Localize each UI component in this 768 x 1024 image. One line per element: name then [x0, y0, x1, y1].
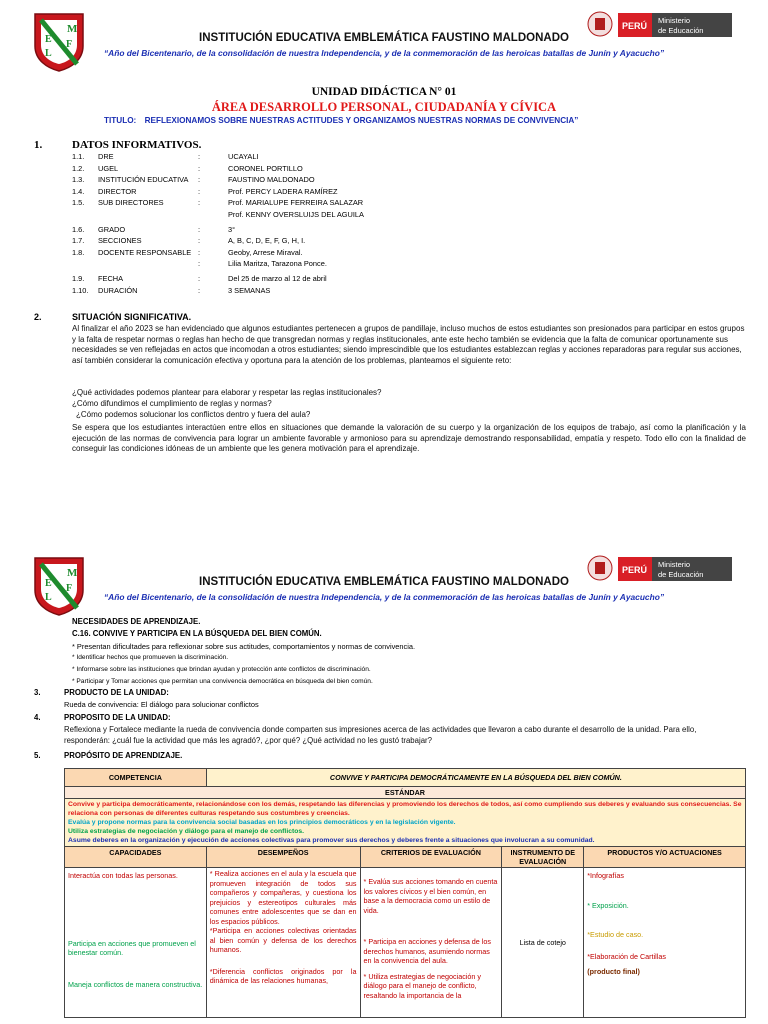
producto-item: *Elaboración de Cartillas — [587, 951, 666, 961]
section-3-title: PRODUCTO DE LA UNIDAD: — [64, 688, 169, 697]
desempeno-item: *Diferencia conflictos originados por la dinámica de las relaciones humanas, — [209, 966, 357, 985]
challenge-question-2: ¿Cómo difundimos el cumplimiento de reglas y normas? — [72, 399, 272, 408]
year-motto: “Año del Bicentenario, de la consolidación de nuestra Independencia, y de la conmemoración de las heroicas batallas de Junín y Ayacucho” — [103, 592, 665, 602]
capacidades-cell — [65, 868, 207, 1018]
crest-letter: L — [45, 48, 52, 59]
criterio-item: * Utiliza estrategias de negociación y diálogo para el manejo de conflicto, resaltando la importancia de la — [363, 971, 481, 1000]
minedu-line1: Ministerio — [658, 560, 691, 569]
capacidad-item: Maneja conflictos de manera constructiva. — [68, 979, 203, 989]
page-header — [0, 0, 768, 70]
section-5-number: 5. — [34, 751, 41, 760]
minedu-peru-label: PERÚ — [622, 565, 648, 575]
crest-letter: F — [66, 583, 73, 594]
institution-title: INSTITUCIÓN EDUCATIVA EMBLEMÁTICA FAUSTINO MALDONADO — [199, 32, 569, 44]
producto-item: *Infografías — [587, 871, 624, 880]
product-text: Rueda de convivencia: El diálogo para solucionar conflictos — [64, 700, 259, 709]
section-5-title: PROPÓSITO DE APRENDIZAJE. — [64, 751, 183, 760]
criterio-item: * Participa en acciones y defensa de los derechos humanos, asumiendo normas en la convivencia del aula. — [363, 937, 491, 965]
page-header — [0, 540, 768, 610]
minedu-line2: de Educación — [658, 26, 704, 35]
crest-letter: E — [45, 578, 52, 589]
minedu-line2: de Educación — [658, 570, 704, 579]
situation-paragraph-2: Se espera que los estudiantes interactúen entre ellos en situaciones que demande la valoración de su cuerpo y la organización de los equipos de trabajo, así como la planificación y la ejecución de las normas de convivencia para lograr un ambiente favorable y armonioso para su aprendizaje demostrando responsabilidad, empatía y respeto. Todo ello con la finalidad de conseguir las condiciones idóneas de un ambiente que les genera motivación para el aprendizaje. — [72, 423, 746, 454]
crest-letter: E — [45, 34, 52, 45]
producto-item: (producto final) — [587, 967, 640, 976]
competencia-value: CONVIVE Y PARTICIPA DEMOCRÁTICAMENTE EN LA BÚSQUEDA DEL BIEN COMÚN. — [206, 769, 745, 787]
crest-letter: F — [66, 39, 73, 50]
section-4-title: PROPOSITO DE LA UNIDAD: — [64, 713, 171, 722]
section-4-number: 4. — [34, 713, 41, 722]
col-productos: PRODUCTOS Y/O ACTUACIONES — [584, 847, 746, 868]
minedu-line1: Ministerio — [658, 16, 691, 25]
competencia-label: COMPETENCIA — [65, 769, 207, 787]
desempenos-cell — [206, 868, 360, 1018]
col-criterios: CRITERIOS DE EVALUACIÓN — [360, 847, 502, 868]
needs-item: * Informarse sobre las instituciones que brindan ayudan y protección ante conflictos de discriminación. — [72, 666, 371, 673]
estandar-red: Convive y participa democráticamente, relacionándose con los demás, respetando las diferencias y promoviendo los derechos de todos, así como cumpliendo sus deberes y evaluando sus consecuencias. Se relaciona con personas de diferentes culturas respetando sus costumbres y creencias. — [68, 801, 742, 817]
challenge-question-1: ¿Qué actividades podemos plantear para elaborar y respetar las reglas institucionales? — [72, 388, 382, 397]
section-1-number: 1. — [34, 139, 43, 151]
needs-item: * Participar y Tomar acciones que permitan una convivencia democrática en búsqueda del bien común. — [72, 678, 373, 685]
producto-item: *Estudio de caso. — [587, 930, 644, 939]
criterio-item: * Evalúa sus acciones tomando en cuenta los valores cívicos y el bien común, en base a la democracia como un estilo de vida. — [363, 877, 498, 915]
producto-item: * Exposición. — [587, 900, 629, 910]
section-3-number: 3. — [34, 688, 41, 697]
section-1-title: DATOS INFORMATIVOS. — [72, 139, 202, 151]
criterios-cell — [360, 868, 502, 1018]
minedu-peru-label: PERÚ — [622, 21, 648, 31]
desempeno-item: * Realiza acciones en el aula y la escuela que promueven integración de todos sus compañeros y compañeras, y cuestiona los prejuicios y estereotipos culturales más comunes entre adolescentes que se dan en los espacios públicos. — [209, 869, 357, 926]
table-row — [65, 769, 746, 787]
needs-item: * Identificar hechos que promueven la discriminación. — [72, 654, 229, 661]
needs-item: * Presentan dificultades para reflexionar sobre sus actitudes, comportamientos y normas de convivencia. — [72, 642, 416, 651]
titulo-value: REFLEXIONAMOS SOBRE NUESTRAS ACTITUDES Y ORGANIZAMOS NUESTRAS NORMAS DE CONVIVENCIA” — [144, 116, 579, 125]
capacidad-item: Participa en acciones que promueven el bienestar común. — [68, 938, 196, 957]
table-row — [65, 799, 746, 847]
table-row — [65, 868, 746, 1018]
unit-title: UNIDAD DIDÁCTICA N° 01 — [311, 86, 457, 98]
estandar-blue: Asume deberes en la organización y ejecución de acciones colectivas para promover sus derechos y deberes frente a situaciones que involucran a su comunidad. — [68, 837, 595, 844]
section-2-number: 2. — [34, 312, 42, 322]
estandar-text — [65, 799, 746, 847]
crest-letter: M — [67, 567, 78, 579]
area-title: ÁREA DESARROLLO PERSONAL, CIUDADANÍA Y CÍVICA — [211, 100, 557, 114]
crest-letter: M — [67, 23, 78, 35]
col-capacidades: CAPACIDADES — [65, 847, 207, 868]
year-motto: “Año del Bicentenario, de la consolidación de nuestra Independencia, y de la conmemoración de las heroicas batallas de Junín y Ayacucho” — [103, 48, 665, 58]
institution-title: INSTITUCIÓN EDUCATIVA EMBLEMÁTICA FAUSTINO MALDONADO — [199, 576, 569, 588]
capacidad-item: Interactúa con todas las personas. — [68, 871, 178, 880]
page-1: M F E L PERÚ Ministerio de Educación INSTITUCIÓN EDUCATIVA EMBLEMÁTICA FAUSTINO MALDONADO “Año del Bicentenario, de la consolidación de nuestra Independencia, y de la conmemoración de las heroicas batallas de Junín y Ayacucho” UNIDAD DIDÁCTICA N° 01 ÁREA DESARROLLO PERSONAL, CIUDADANÍA Y CÍVICA TITULO: REFLEXIONAMOS SOBRE NUESTRAS ACTITUDES Y ORGANIZAMOS NUESTRAS NORMAS DE CONVIVENCIA” 1. DATOS INFORMATIVOS. 1.1. DRE : UCAYALI 1.2. UGEL : CORONEL PORTILLO 1.3. INSTITUCIÓN EDUCATIVA : FAUSTINO MALDONADO 1.4. DIRECTOR : Prof. PERCY LADERA RAMÍREZ 1.5. SUB DIRECTORES : Prof. MARIALUPE FERREIRA SALAZAR Prof. KENNY OVERSLUIJS DEL AGUILA 1.6. GRADO : 3° 1.7. SECCIONES : A, B, C, D, E, F, G, H, I. 1.8. DOCENTE RESPONSABLE : Geoby, Arrese Miraval. : Lilia Maritza, Tarazona Ponce. 1.9. FECHA : Del 25 de marzo al 12 de abril 1.10. DURACIÓN : 3 SEMANAS 2. SITUACIÓN SIGNIFICATIVA. Al finalizar el año 2023 se han evidenciado que algunos estudiantes pertenecen a grupos de pandillaje, incluso muchos de estos estudiantes son presionados para participar en estos grupos y la falta de respetar normas o reglas han hecho de que transgredan normas y reglas institucionales, ante este hecho también se evidencia que la falta de comunicar oportunamente sus necesidades se ven reflejadas en actos que incomodan a otros estudiantes; siendo imprescindible que los estudiantes establezcan reglas y acciones reparadoras para regular sus acciones, así también considerar la comunicación efectiva y oportuna para la atención de los problemas, planteamos el siguiente reto: ¿Qué actividades podemos plantear para elaborar y respetar las reglas institucionales? ¿Cómo difundimos el cumplimiento de reglas y normas? ¿Cómo podemos solucionar los conflictos dentro y fuera del aula? Se espera que los estudiantes interactúen entre ellos en situaciones que demande la valoración de su cuerpo y la organización de los equipos de trabajo, así como la planificación y la ejecución de las normas de convivencia para lograr un ambiente favorable y armonioso para su aprendizaje demostrando responsabilidad, empatía y respeto. Todo ello con la finalidad de conseguir las condiciones idóneas de un ambiente que les genera motivación para el aprendizaje. — [0, 0, 768, 530]
section-2-title: SITUACIÓN SIGNIFICATIVA. — [72, 312, 192, 322]
table-row — [65, 847, 746, 868]
learning-purpose-table — [64, 768, 746, 1018]
unit-titulo — [104, 116, 578, 125]
productos-cell — [584, 868, 746, 1018]
titulo-label: TITULO: — [104, 116, 137, 125]
crest-letter: L — [45, 592, 52, 603]
desempeno-item: *Participa en acciones colectivas orientadas al bien común y defensa de los derechos humanos. — [209, 926, 357, 954]
needs-competency: C.16. CONVIVE Y PARTICIPA EN LA BÚSQUEDA DEL BIEN COMÚN. — [72, 629, 322, 638]
estandar-label: ESTÁNDAR — [65, 787, 746, 799]
col-instrumento: INSTRUMENTO DE EVALUACIÓN — [502, 847, 584, 868]
estandar-green: Utiliza estrategias de negociación y diálogo para el manejo de conflictos. — [68, 828, 305, 835]
estandar-cyan: Evalúa y propone normas para la convivencia social basadas en los principios democráticos y en la legislación vigente. — [68, 819, 456, 826]
situation-paragraph-1: Al finalizar el año 2023 se han evidenciado que algunos estudiantes pertenecen a grupos de pandillaje, incluso muchos de estos estudiantes son presionados para participar en estos grupos y la falta de respetar normas o reglas han hecho de que transgredan normas y reglas institucionales, ante este hecho también se evidencia que la falta de comunicar oportunamente sus necesidades se ven reflejadas en actos que incomodan a otros estudiantes; siendo imprescindible que los estudiantes establezcan reglas y acciones reparadoras para regular sus acciones, así también considerar la comunicación efectiva y oportuna para la atención de los problemas, planteamos el siguiente reto: — [72, 324, 745, 366]
challenge-question-3: ¿Cómo podemos solucionar los conflictos dentro y fuera del aula? — [76, 410, 311, 419]
needs-title: NECESIDADES DE APRENDIZAJE. — [72, 617, 201, 626]
purpose-text: Reflexiona y Fortalece mediante la rueda de convivencia donde comparten sus impresiones acerca de las actividades que llevaron a cabo durante el desarrollo de la unidad. Para ello, responderán: ¿cuál fue la actividad que más les agradó?, ¿por qué? ¿Qué actividad no les gustó trabajar? — [64, 725, 697, 745]
col-desempenos: DESEMPEÑOS — [206, 847, 360, 868]
table-row — [65, 787, 746, 799]
instrumento-cell: Lista de cotejo — [502, 868, 584, 1018]
